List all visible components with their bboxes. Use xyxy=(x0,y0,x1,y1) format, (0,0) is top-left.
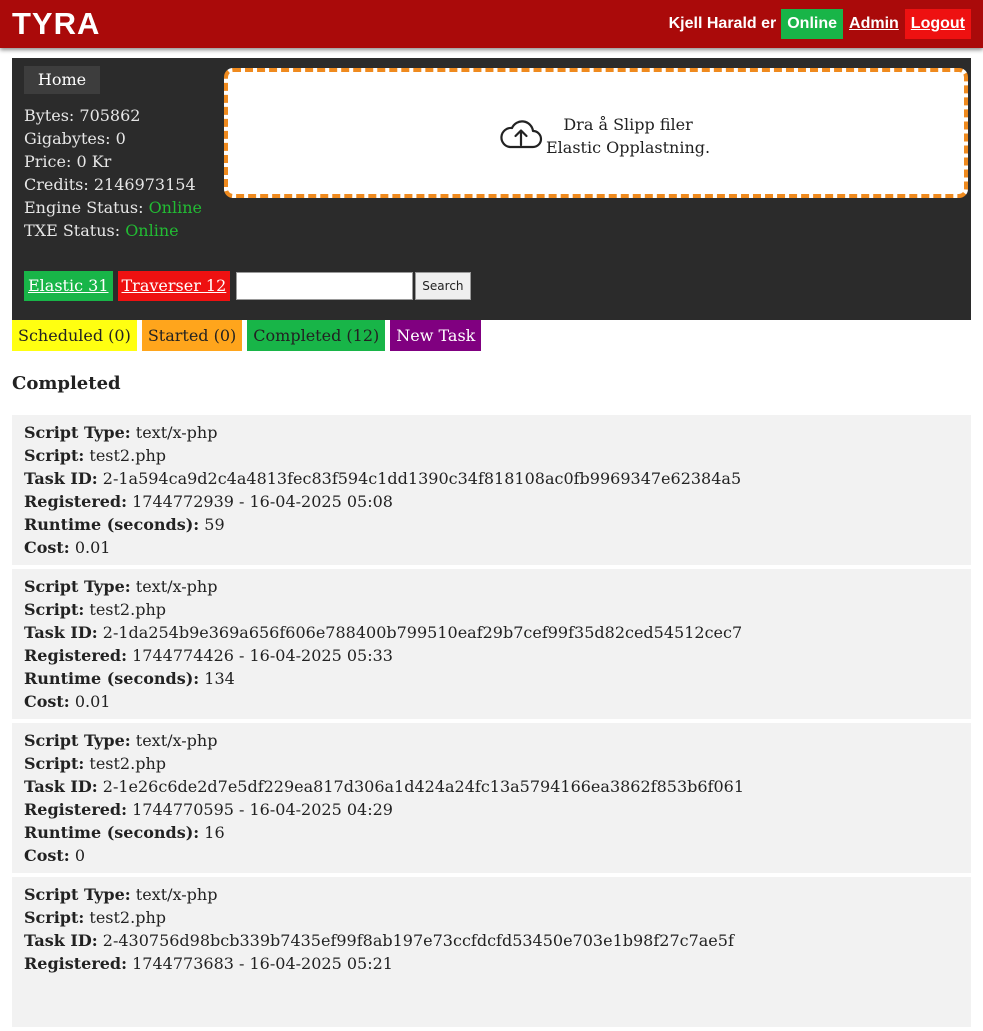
search-input[interactable] xyxy=(236,272,413,300)
stat-bytes: Bytes: 705862 xyxy=(24,106,141,125)
home-button[interactable]: Home xyxy=(24,66,100,94)
logout-button[interactable]: Logout xyxy=(905,9,971,39)
stat-gigabytes: Gigabytes: 0 xyxy=(24,129,126,148)
brand-logo[interactable]: TYRA xyxy=(12,6,101,41)
stat-engine-status: Engine Status: Online xyxy=(24,198,202,217)
dropzone-text xyxy=(546,113,710,159)
section-title: Completed xyxy=(12,373,121,394)
task-runtime: Runtime (seconds): 134 xyxy=(24,669,235,688)
task-list xyxy=(12,415,971,1031)
admin-link[interactable]: Admin xyxy=(849,15,899,32)
dropzone-content xyxy=(498,113,710,159)
task-registered: Registered: 1744772939 - 16-04-2025 05:08 xyxy=(24,492,393,511)
task-script: Script: test2.php xyxy=(24,446,166,465)
dropzone-line-2: Elastic Opplastning. xyxy=(546,138,711,157)
task-id: Task ID: 2-1da254b9e369a656f606e788400b799510eaf29b7cef99f35d82ced54512cec7 xyxy=(24,623,743,642)
stats-list xyxy=(24,104,202,242)
task-runtime: Runtime (seconds): 16 xyxy=(24,823,225,842)
task-id: Task ID: 2-1a594ca9d2c4a4813fec83f594c1dd1390c34f818108ac0fb9969347e62384a5 xyxy=(24,469,742,488)
tab-completed[interactable]: Completed (12) xyxy=(247,320,385,351)
task-runtime: Runtime (seconds): 59 xyxy=(24,515,225,534)
task-cost: Cost: 0.01 xyxy=(24,692,111,711)
file-dropzone[interactable] xyxy=(224,68,968,198)
task-script: Script: test2.php xyxy=(24,754,166,773)
tab-scheduled[interactable]: Scheduled (0) xyxy=(12,320,137,351)
task-card xyxy=(12,723,971,873)
cloud-upload-icon xyxy=(498,117,544,155)
task-script-type: Script Type: text/x-php xyxy=(24,577,218,596)
engine-status-value: Online xyxy=(148,198,202,217)
task-cost: Cost: 0.01 xyxy=(24,538,111,557)
dropzone-line-1: Dra å Slipp filer xyxy=(563,115,693,134)
txe-status-value: Online xyxy=(125,221,179,240)
task-tabs xyxy=(12,320,486,351)
task-id: Task ID: 2-430756d98bcb339b7435ef99f8ab197e73ccfdcfd53450e703e1b98f27c7ae5f xyxy=(24,931,734,950)
control-panel xyxy=(12,58,971,320)
task-cost: Cost: 0 xyxy=(24,846,85,865)
task-card xyxy=(12,415,971,565)
stat-credits: Credits: 2146973154 xyxy=(24,175,196,194)
task-registered: Registered: 1744773683 - 16-04-2025 05:21 xyxy=(24,954,393,973)
tab-started[interactable]: Started (0) xyxy=(142,320,242,351)
user-label: Kjell Harald er xyxy=(668,15,777,32)
action-row xyxy=(24,271,471,301)
top-bar xyxy=(0,0,983,48)
task-card xyxy=(12,877,971,1027)
task-script: Script: test2.php xyxy=(24,908,166,927)
task-id: Task ID: 2-1e26c6de2d7e5df229ea817d306a1d424a24fc13a5794166ea3862f853b6f061 xyxy=(24,777,744,796)
task-script-type: Script Type: text/x-php xyxy=(24,731,218,750)
task-card xyxy=(12,569,971,719)
user-box xyxy=(669,9,971,39)
task-script-type: Script Type: text/x-php xyxy=(24,885,218,904)
stat-price: Price: 0 Kr xyxy=(24,152,112,171)
online-status-badge: Online xyxy=(781,9,843,39)
elastic-button[interactable]: Elastic 31 xyxy=(24,271,113,301)
search-button[interactable]: Search xyxy=(415,272,470,300)
traverser-button[interactable]: Traverser 12 xyxy=(118,271,231,301)
task-registered: Registered: 1744774426 - 16-04-2025 05:33 xyxy=(24,646,393,665)
task-script: Script: test2.php xyxy=(24,600,166,619)
task-registered: Registered: 1744770595 - 16-04-2025 04:29 xyxy=(24,800,393,819)
tab-new-task[interactable]: New Task xyxy=(390,320,481,351)
stat-txe-status: TXE Status: Online xyxy=(24,221,179,240)
task-script-type: Script Type: text/x-php xyxy=(24,423,218,442)
